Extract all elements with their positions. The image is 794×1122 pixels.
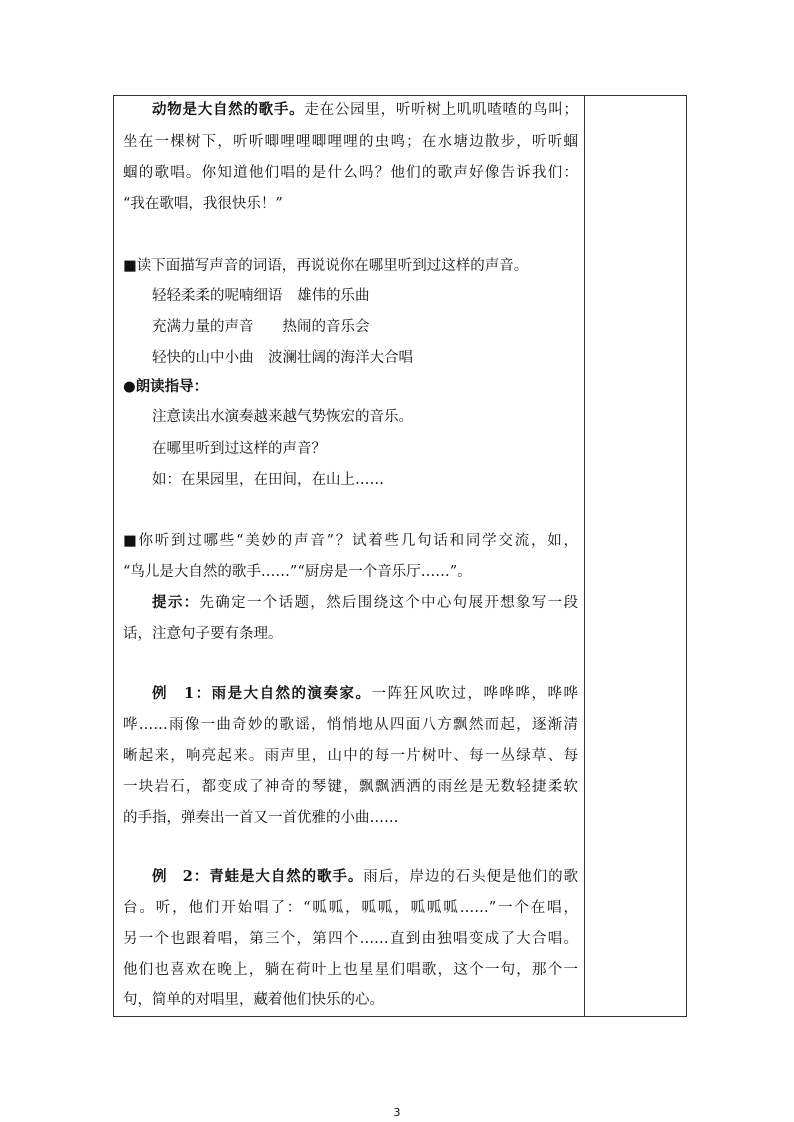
task2-tip-line-2: 话，注意句子要有条理。 [123, 626, 283, 642]
guide-line-2: 在哪里听到过这样的声音？ [152, 441, 326, 457]
intro-line-4: “我在歌唱，我很快乐！” [123, 196, 283, 212]
example2-line-3: 另一个也跟着唱，第三个，第四个……直到由独唱变成了大合唱。 [123, 931, 578, 947]
example1-line-3: 晰起来，响亮起来。雨声里，山中的每一片树叶、每一丛绿草、每 [123, 748, 578, 764]
phrase-row-2: 充满力量的声音 热闹的音乐会 [152, 319, 370, 335]
task2-line-1: ■你听到过哪些“美妙的声音”？试着些几句话和同学交流，如， [123, 533, 578, 549]
example2-line-1 [123, 867, 578, 887]
phrase-row-3: 轻快的山中小曲 波澜壮阔的海洋大合唱 [152, 350, 413, 366]
intro-lead: 动物是大自然的歌手。 [152, 101, 305, 118]
example1-line-2: 哗……雨像一曲奇妙的歌谣，悄悄地从四面八方飘然而起，逐渐清 [123, 717, 578, 733]
example2-lead: 例 2：青蛙是大自然的歌手。 [152, 868, 364, 885]
example1-lead: 例 1：雨是大自然的演奏家。 [152, 685, 372, 702]
example2-line-4: 他们也喜欢在晚上，躺在荷叶上也星星们唱歌，这个一句，那个一 [123, 962, 578, 978]
example1-line-4: 一块岩石，都变成了神奇的琴键，飘飘洒洒的雨丝是无数轻捷柔软 [123, 779, 578, 795]
phrase-row-1: 轻轻柔柔的呢喃细语 雄伟的乐曲 [152, 288, 370, 304]
example1-line-1-text: 一阵狂风吹过，哗哗哗，哗哗 [371, 686, 579, 702]
task2-tip [123, 593, 578, 613]
example2-line-5: 句，简单的对唱里，藏着他们快乐的心。 [123, 992, 384, 1008]
lesson-table [113, 95, 687, 1017]
guide-line-1: 注意读出水演奏越来越气势恢宏的音乐。 [152, 409, 413, 425]
tip-label: 提示： [152, 594, 200, 611]
tip-text: 先确定一个话题，然后围绕这个中心句展开想象写一段 [199, 595, 579, 611]
intro-line-1 [123, 100, 578, 120]
intro-line-3: 蝈的歌唱。你知道他们唱的是什么吗？他们的歌声好像告诉我们： [123, 165, 578, 181]
task2-line-2: “鸟儿是大自然的歌手……”“厨房是一个音乐厅……”。 [123, 564, 472, 580]
example1-line-1 [123, 684, 578, 704]
example2-line-2: 台。听，他们开始唱了：“呱呱，呱呱，呱呱呱……”一个在唱， [123, 900, 578, 916]
example2-line-1-text: 雨后，岸边的石头便是他们的歌 [363, 869, 578, 885]
guide-line-3: 如：在果园里，在田间，在山上…… [152, 472, 384, 488]
notes-column [585, 96, 686, 1016]
intro-line-2: 坐在一棵树下，听听唧哩哩唧哩哩的虫鸣；在水塘边散步，听听蝈 [123, 134, 578, 150]
example1-line-5: 的手指，弹奏出一首又一首优雅的小曲…… [123, 810, 399, 826]
guide-heading: ●朗读指导： [123, 378, 209, 395]
intro-line-1-text: 走在公园里，听听树上叽叽喳喳的鸟叫； [304, 102, 579, 118]
task1-instruction: ■读下面描写声音的词语，再说说你在哪里听到过这样的声音。 [123, 258, 529, 274]
page-number: 3 [393, 1106, 401, 1119]
